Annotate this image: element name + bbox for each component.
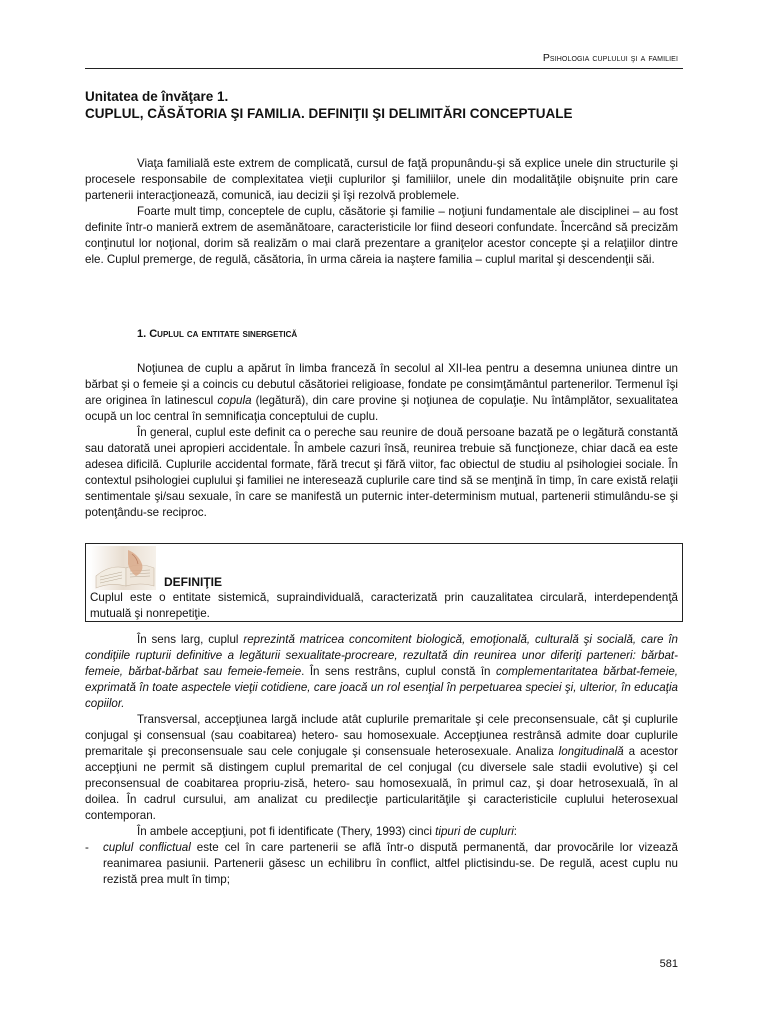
pd-p3-part-b: : (513, 825, 518, 838)
pd-p1-italic-1: reprezintă matricea concomitent biologică, emoţională, culturală şi socială, care în condiţiile rupturii definitive a legăturii sexualitate-procreare, rezultată din reunirea unor diferiţi parteneri: bărbat-femeie, bărbat-bărbat sau femeie-femeie (85, 633, 678, 678)
post-def-paragraph-2 (85, 712, 678, 824)
definition-text: Cuplul este o entitate sistemică, supraindividuală, caracterizată prin cauzalitatea circulară, interdependenţă mutuală şi nonrepetiţie. (90, 591, 678, 620)
running-header-text: Psihologia cuplului şi a familiei (542, 52, 678, 64)
pd-p1-part-a: În sens larg, cuplul (137, 633, 244, 646)
s1-p1-part-a: Noţiunea de cuplu a apărut în limba franceză în secolul al XII-lea pentru a desemna uniunea dintre un bărbat şi o femeie şi a coincis cu debutul căsătoriei religioase, fondate pe consimţământul partenerilor. Termenul îşi are originea în latinescul (85, 362, 678, 407)
pd-p2-part-a: Transversal, accepţiunea largă include atât cuplurile premaritale şi cele preconsensuale, cât şi cuplurile conjugal şi consensual (sau coabitarea) hetero- sau homosexuale. Accepţiunea restrânsă admite doar cuplurile premaritale şi preconsensuale sau cele conjugale şi consensuale heterosexuale. Analiza (85, 713, 678, 758)
section-1-paragraph-1 (85, 361, 678, 425)
section-1-text (85, 361, 678, 521)
pd-p3-part-a: În ambele accepţiuni, pot fi identificate (Thery, 1993) cinci (137, 825, 436, 838)
post-def-paragraph-1 (85, 632, 678, 712)
running-header (543, 52, 678, 64)
intro-text (85, 156, 678, 268)
unit-label: Unitatea de învăţare 1. (85, 89, 229, 104)
post-def-paragraph-3 (85, 824, 678, 840)
pd-p2-italic: longitudinală (558, 745, 624, 758)
section-1-paragraph-2: În general, cuplul este definit ca o pereche sau reunire de două persoane bazată pe o legătură constantă sau datorată unei apropieri accidentale. În ambele cazuri însă, reunirea trebuie să funcţioneze, chiar dacă ea este adesea dificilă. Cuplurile accidental formate, fără trecut şi fără viitor, fac obiectul de studiu al psihologiei sociale. În contextul psihologiei cuplului şi familiei ne interesează cuplurile care tind să se menţină în timp, în care există relaţii sentimentale şi/sau sexuale, în care se manifestă un puternic inter-determinism mutual, partenerii stimulându-se şi potenţându-se reciproc. (85, 426, 678, 519)
unit-heading (85, 88, 685, 122)
pd-p3-italic: tipuri de cupluri (435, 825, 514, 838)
open-book-icon (90, 546, 156, 590)
s1-p1-part-b: (legătură), din care provine şi noţiunea de copulaţie. Nu întâmplător, sexualitatea ocupă un loc central în semnificaţia conceptului de cuplu. (85, 394, 678, 423)
section-heading-text: 1. Cuplul ca entitate sinergetică (137, 328, 298, 340)
bullet-1-text: este cel în care partenerii se află într-o dispută permanentă, dar provocările lor vizează reanimarea pasiunii. Partenerii găsesc un echilibru în conflict, altfel plictisindu-se. De regulă, acest cuplu nu rezistă prea mult în timp; (103, 841, 678, 886)
definition-box (85, 543, 683, 622)
unit-title: CUPLUL, CĂSĂTORIA ŞI FAMILIA. DEFINIŢII ŞI DELIMITĂRI CONCEPTUALE (85, 106, 573, 121)
list-dash: - (85, 841, 89, 854)
pd-p2-part-b: a acestor accepţiuni ne permit să distingem cuplul premarital de cel conjugal (cu diversele sale stadii evolutive) şi cel preconsensual de coabitarea propriu-zisă, hetero- sau homosexuală, în primul caz, şi doar hetrosexuală, în al doilea. În cadrul cursului, am analizat cu predilecţie particularităţile şi caracteristicile cuplului heterosexual contemporan. (85, 745, 678, 822)
post-definition-text (85, 632, 678, 888)
pd-p1-part-b: . În sens restrâns, cuplul constă în (301, 665, 496, 678)
s1-p1-italic: copula (217, 394, 252, 407)
header-rule (85, 68, 683, 69)
pd-p1-italic-2: complementaritatea bărbat-femeie, exprimată în toate aspectele vieţii cotidiene, care joacă un rol esenţial în perpetuarea speciei şi, ulterior, în educaţia copiilor. (85, 665, 678, 710)
definition-title: DEFINIŢIE (164, 575, 223, 589)
bullet-1-term: cuplul conflictual (103, 841, 191, 854)
intro-paragraph-1: Viaţa familială este extrem de complicată, cursul de faţă propunându-şi să explice unele din structurile şi procesele responsabile de complexitatea vieţii cuplurilor şi familiilor, unele din modalităţile obişnuite prin care partenerii interacţionează, comunică, iau decizii şi îşi rezolvă problemele. (85, 157, 678, 202)
page-number: 581 (659, 958, 678, 970)
section-heading (137, 328, 297, 340)
intro-paragraph-2: Foarte mult timp, conceptele de cuplu, căsătorie şi familie – noţiuni fundamentale ale disciplinei – au fost definite într-o manieră extrem de asemănătoare, caracteristicile lor fiind deseori confundate. Încercând să precizăm conţinutul lor noţional, dorim să realizăm o mai clară prezentare a graniţelor acestor concepte şi a relaţiilor dintre ele. Cuplul premerge, de regulă, căsătoria, în urma căreia ia naştere familia – cuplul marital şi descendenţii săi. (85, 205, 678, 266)
list-item (85, 840, 678, 888)
